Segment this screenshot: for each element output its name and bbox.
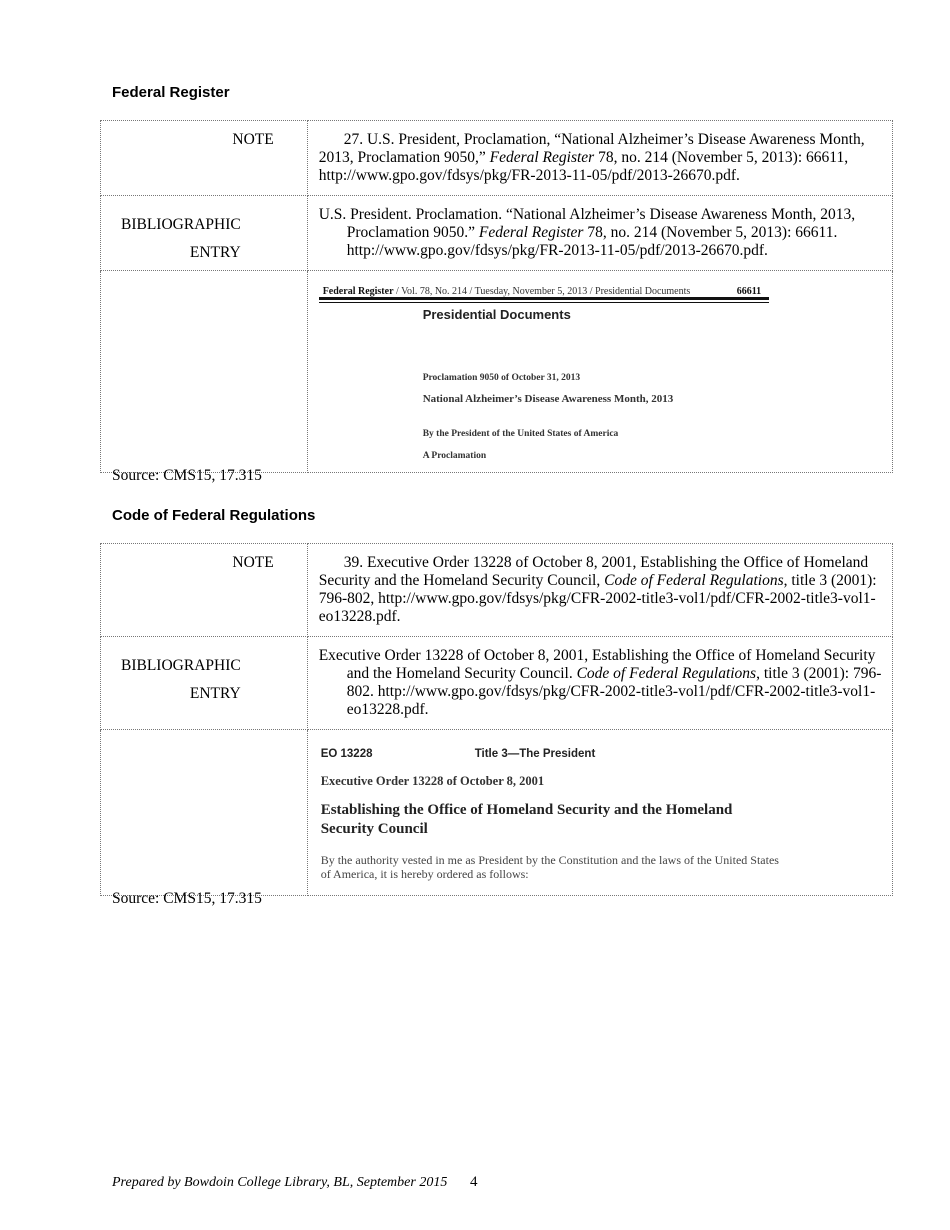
scan-cell (307, 271, 892, 473)
bib-text-part: U.S. President. Proclamation. “National Alzheimer’s Disease Awareness Month, 2013, Proclamation 9050.” (318, 206, 856, 241)
thin-rule (319, 302, 769, 303)
publication-title: Code of Federal Regulations (576, 665, 757, 682)
bib-label-line2: ENTRY (189, 244, 241, 261)
note-label: NOTE (232, 131, 274, 148)
publication-title: Code of Federal Regulations (604, 572, 784, 589)
journal-title: Federal Register (478, 224, 584, 241)
section-heading-cfr: Code of Federal Regulations (112, 507, 316, 524)
bib-label-cell (101, 637, 308, 730)
bib-text (308, 637, 892, 729)
note-text-part: , title 3 (2001): 796-802, http://www.gpo.gov/fdsys/pkg/CFR-2002-title3-vol1/pdf/CFR-2002-title3-vol1-eo13228.pdf. (318, 572, 877, 625)
source-citation: Source: CMS15, 17.315 (112, 890, 262, 907)
eo-authority-text: By the authority vested in me as President by the Constitution and the laws of the United States of America, it is hereby ordered as follows: (320, 853, 779, 881)
note-text-part: 27. U.S. President, Proclamation, “National Alzheimer’s Disease Awareness Month, 2013, Proclamation 9050,” (318, 131, 865, 166)
eo-number: EO 13228 (320, 748, 373, 760)
fr-head-bold: Federal Register (322, 286, 394, 297)
cfr-page-image (308, 730, 892, 895)
note-cell (307, 544, 892, 637)
cfr-citation-table (100, 543, 893, 896)
bib-label-line1: BIBLIOGRAPHIC (121, 216, 241, 233)
footer-prepared-by: Prepared by Bowdoin College Library, BL, September 2015 (112, 1175, 448, 1190)
fr-page-number: 66611 (736, 286, 762, 297)
note-text-part: 39. Executive Order 13228 of October 8, 2001, Establishing the Office of Homeland Security and the Homeland Security Council, (318, 554, 869, 589)
note-text (308, 121, 892, 195)
bib-text (308, 196, 892, 270)
presidential-documents-heading: Presidential Documents (422, 307, 571, 322)
note-label: NOTE (232, 554, 274, 571)
source-citation: Source: CMS15, 17.315 (112, 467, 262, 484)
federal-register-page-image (308, 271, 892, 472)
bib-text-part: , title 3 (2001): 796-802. http://www.gpo.gov/fdsys/pkg/CFR-2002-title3-vol1/pdf/CFR-2002-title3-vol1-eo13228.pdf. (346, 665, 882, 718)
title-3-heading: Title 3—The President (474, 748, 596, 760)
eo-subject: Establishing the Office of Homeland Security and the Homeland Security Council (320, 802, 733, 837)
fr-head-rest: / Vol. 78, No. 214 / Tuesday, November 5, 2013 / Presidential Documents (393, 286, 691, 297)
bib-cell (307, 637, 892, 730)
bib-text-part: 78, no. 214 (November 5, 2013): 66611. http://www.gpo.gov/fdsys/pkg/FR-2013-11-05/pdf/2013-26670.pdf. (346, 224, 838, 259)
bib-cell (307, 196, 892, 271)
note-label-cell (101, 544, 308, 637)
bib-text-part: Executive Order 13228 of October 8, 2001, Establishing the Office of Homeland Security and the Homeland Security Council. (318, 647, 876, 682)
by-the-president: By the President of the United States of America (422, 429, 619, 439)
bib-label-cell (101, 196, 308, 271)
note-text-part: 78, no. 214 (November 5, 2013): 66611, http://www.gpo.gov/fdsys/pkg/FR-2013-11-05/pdf/2013-26670.pdf. (318, 149, 849, 184)
proclamation-title: National Alzheimer’s Disease Awareness Month, 2013 (422, 393, 674, 405)
scan-cell (307, 730, 892, 896)
bib-label-line2: ENTRY (189, 685, 241, 702)
note-cell (307, 121, 892, 196)
empty-cell (101, 730, 308, 896)
section-heading-federal-register: Federal Register (112, 84, 230, 101)
thick-rule (319, 297, 769, 300)
eo-title: Executive Order 13228 of October 8, 2001 (320, 774, 545, 788)
note-label-cell (101, 121, 308, 196)
page-number: 4 (470, 1174, 478, 1190)
journal-title: Federal Register (489, 149, 595, 166)
bib-label-line1: BIBLIOGRAPHIC (121, 657, 241, 674)
proclamation-number: Proclamation 9050 of October 31, 2013 (422, 373, 581, 383)
a-proclamation: A Proclamation (422, 451, 487, 461)
empty-cell (101, 271, 308, 473)
note-text (308, 544, 892, 636)
federal-register-citation-table (100, 120, 893, 473)
